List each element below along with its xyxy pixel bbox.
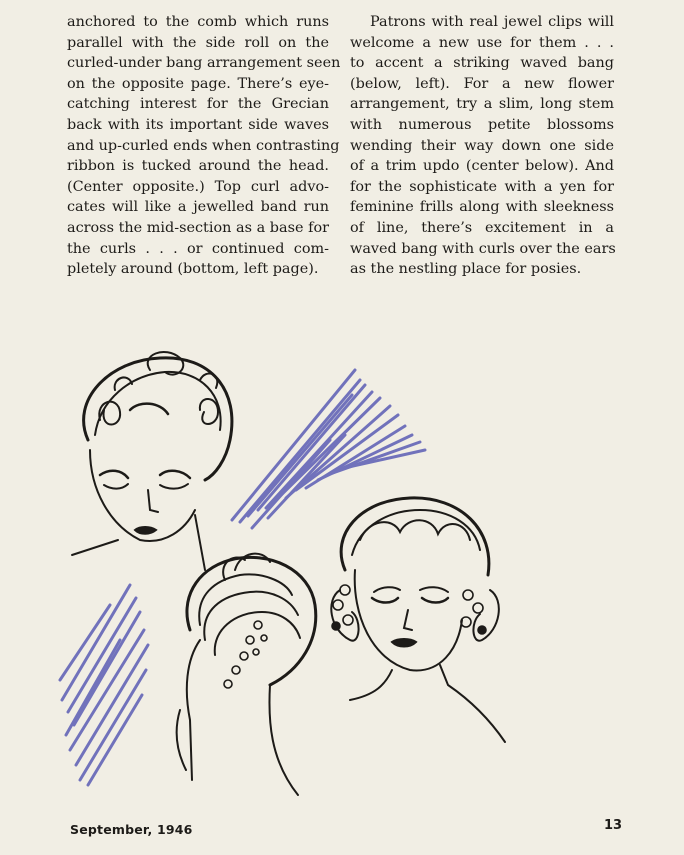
text-line: as the nestling place for posies. (350, 261, 582, 278)
posy-left (332, 585, 353, 630)
left-portrait (72, 352, 232, 570)
text-line: on the opposite page. There’s eye- (67, 75, 329, 92)
text-line: across the mid-section as a base for (67, 219, 329, 236)
text-line: (below, left). For a new flower (350, 75, 614, 92)
text-line: welcome a new use for them . . . (350, 34, 614, 51)
text-line: arrangement, try a slim, long stem (350, 96, 614, 113)
article-right-column (350, 12, 614, 280)
blue-hatching-bottom (60, 585, 148, 785)
text-line: back with its important side waves (67, 116, 329, 133)
page-number: 13 (604, 818, 623, 833)
hairstyle-illustration (0, 340, 684, 820)
text-line: to accent a striking waved bang (350, 55, 614, 72)
text-line: cates will like a jewelled band run (67, 199, 329, 216)
text-line: (Center opposite.) Top curl advo- (67, 178, 329, 195)
text-line: of a trim updo (center below). And (350, 158, 614, 175)
text-line: Patrons with real jewel clips will (370, 14, 614, 30)
center-portrait (177, 554, 316, 795)
right-portrait (331, 498, 505, 742)
footer-date: September, 1946 (70, 822, 193, 837)
text-line: anchored to the comb which runs (67, 14, 329, 30)
text-line: the curls . . . or continued com- (67, 240, 329, 257)
text-line: curled-under bang arrangement seen (67, 55, 341, 72)
text-line: parallel with the side roll on the (67, 34, 329, 51)
text-line: waved bang with curls over the ears (350, 240, 616, 257)
text-line: feminine frills along with sleekness (350, 199, 614, 216)
text-line: pletely around (bottom, left page). (67, 261, 319, 278)
text-line: wending their way down one side (350, 137, 614, 154)
text-line: catching interest for the Grecian (67, 96, 329, 113)
text-line: for the sophisticate with a yen for (350, 178, 614, 195)
blue-hatching-top (232, 370, 425, 528)
text-line: and up-curled ends when contrasting (67, 137, 340, 154)
blossom-cluster (224, 621, 267, 688)
text-line: with numerous petite blossoms (350, 116, 614, 133)
text-line: ribbon is tucked around the head. (67, 158, 329, 175)
article-left-column (67, 12, 341, 280)
text-line: of line, there’s excitement in a (350, 219, 614, 236)
